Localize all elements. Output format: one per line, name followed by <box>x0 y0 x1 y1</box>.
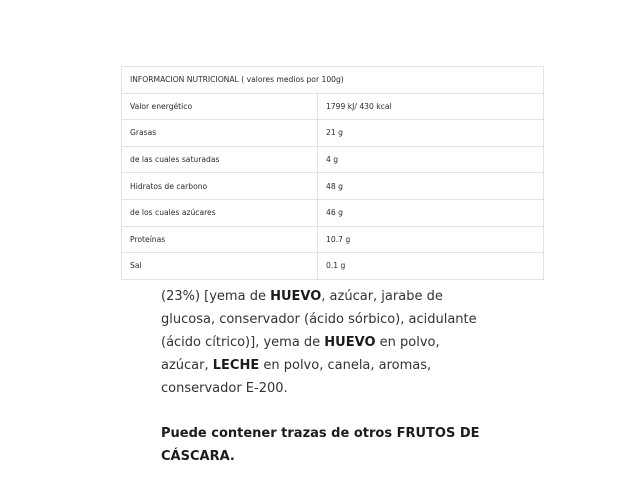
allergen-highlight: HUEVO <box>324 335 376 350</box>
nutrient-label: Proteínas <box>122 226 318 253</box>
table-row <box>122 253 544 280</box>
ingredients-text <box>161 285 481 400</box>
nutrient-label: Hidratos de carbono <box>122 173 318 200</box>
table-row <box>122 173 544 200</box>
ingredients-segment: en polvo, azúcar, <box>161 335 440 373</box>
nutrient-value: 4 g <box>318 146 544 173</box>
nutrient-label: de los cuales azúcares <box>122 199 318 226</box>
allergen-highlight: LECHE <box>212 358 260 373</box>
ingredients-paragraph <box>161 285 481 400</box>
nutrient-value: 48 g <box>318 173 544 200</box>
ingredients-segment: (23%) [yema de <box>161 289 271 304</box>
nutrient-label: Sal <box>122 253 318 280</box>
table-row <box>122 120 544 147</box>
nutrient-value: 0.1 g <box>318 253 544 280</box>
nutrient-value: 1799 kJ/ 430 kcal <box>318 93 544 120</box>
nutrient-value: 46 g <box>318 199 544 226</box>
allergen-highlight: HUEVO <box>270 289 322 304</box>
table-row <box>122 199 544 226</box>
table-row <box>122 226 544 253</box>
nutrient-value: 21 g <box>318 120 544 147</box>
allergen-note: Puede contener trazas de otros FRUTOS DE CÁSCARA. <box>161 426 480 464</box>
nutrient-label: de las cuales saturadas <box>122 146 318 173</box>
table-row <box>122 93 544 120</box>
table-header: INFORMACION NUTRICIONAL ( valores medios por 100g) <box>122 67 544 94</box>
nutrient-label: Valor energético <box>122 93 318 120</box>
ingredients-segment: , azúcar, jarabe de glucosa, conservador (ácido sórbico), acidulante (ácido cítrico)], yema de <box>161 289 477 350</box>
table-row <box>122 146 544 173</box>
nutrition-table <box>121 66 544 280</box>
nutrient-label: Grasas <box>122 120 318 147</box>
table-header-row <box>122 67 544 94</box>
nutrient-value: 10.7 g <box>318 226 544 253</box>
ingredients-segment: en polvo, canela, aromas, conservador E-200. <box>161 358 432 396</box>
